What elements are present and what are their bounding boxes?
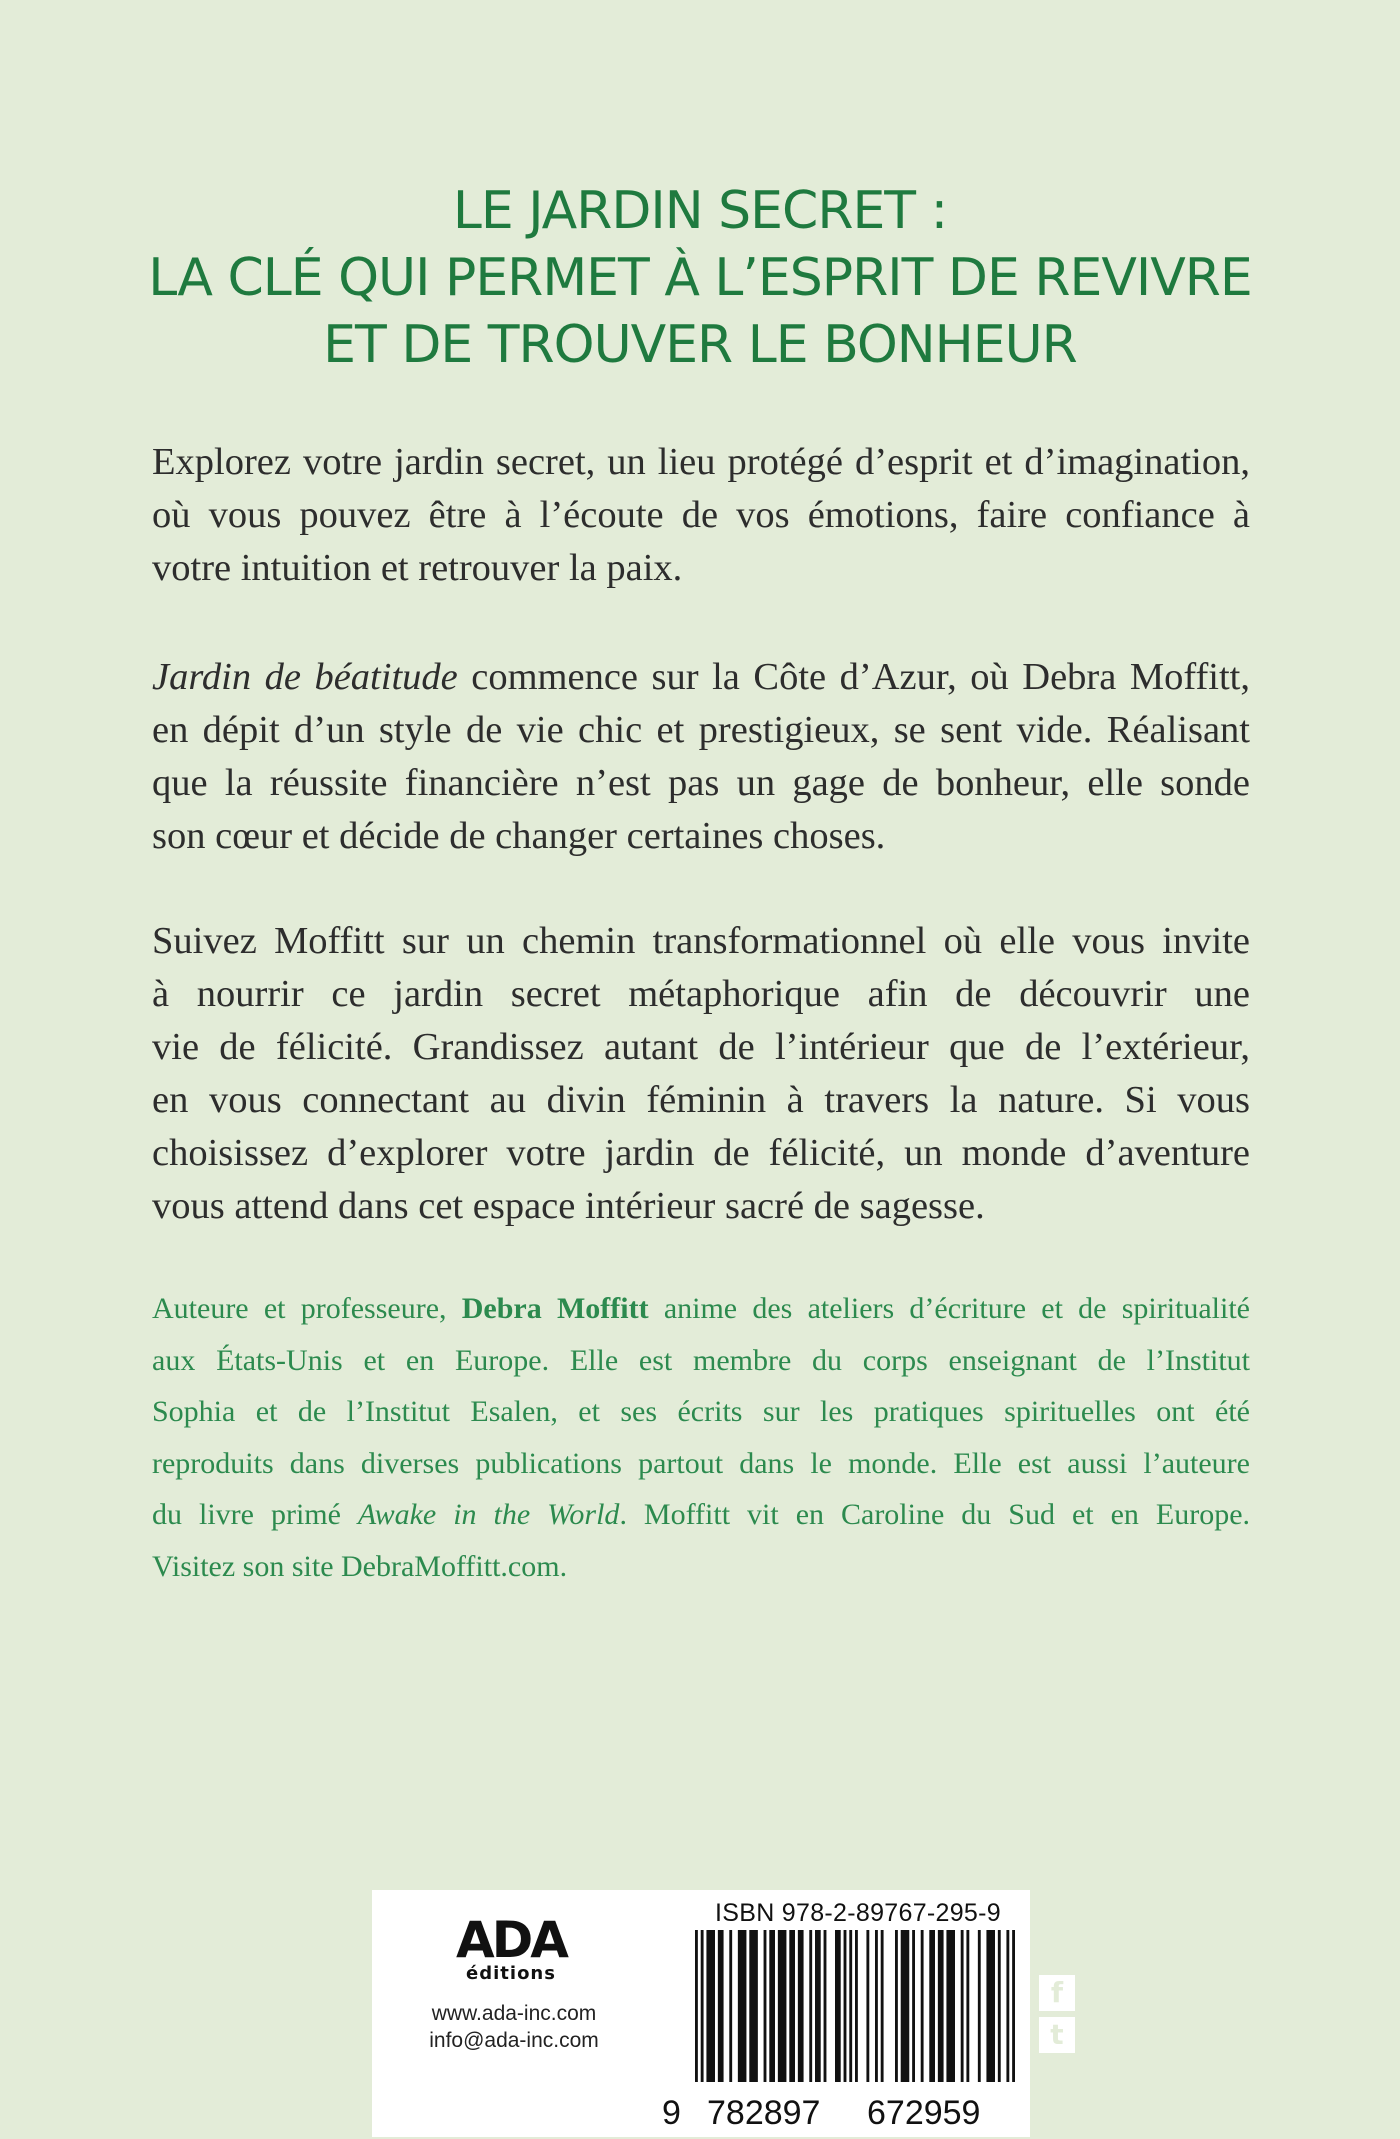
barcode-bar [998,1930,1001,2082]
barcode-bar [798,1930,804,2082]
bio-line: Sophia et de l’Institut Esalen, et ses écrits sur les pratiques spirituelles ont été [152,1395,1250,1428]
facebook-icon[interactable]: f [1039,1975,1075,2011]
author-name: Debra Moffitt [461,1292,649,1325]
barcode-bar [835,1930,841,2082]
barcode-bar [1012,1930,1015,2082]
barcode-bar [815,1930,821,2082]
publisher-website[interactable]: www.ada-inc.com [431,2002,597,2025]
invitation-paragraph [152,915,1250,1233]
publisher-contact [404,2000,624,2054]
barcode-bar [824,1930,827,2082]
paragraph-line: son cœur et décide de changer certaines choses. [152,815,886,857]
synopsis-paragraph [152,651,1250,863]
publisher-email[interactable]: info@ada-inc.com [429,2029,599,2052]
barcode-digit-group-2: 672959 [867,2094,981,2132]
bio-text: Auteure et professeure, [152,1292,462,1325]
barcode-bar [695,1930,698,2082]
barcode-digit-first: 9 [662,2094,681,2132]
paragraph-line [152,651,1250,704]
paragraph-line: votre intuition et retrouver la paix. [152,547,683,589]
isbn-label: ISBN 978-2-89767-295-9 [715,1899,1001,1927]
barcode-bar [938,1930,944,2082]
twitter-icon[interactable]: t [1039,2017,1075,2053]
barcode-bar [844,1930,847,2082]
paragraph-line: où vous pouvez être à l’écoute de vos émotions, faire confiance à [152,494,1250,536]
paragraph-line: vie de félicité. Grandissez autant de l’intérieur que de l’extérieur, [152,1026,1250,1068]
barcode-bar [961,1930,964,2082]
cover-headline [0,178,1400,379]
headline-line-2: LA CLÉ QUI PERMET À L’ESPRIT DE REVIVRE [148,248,1252,308]
barcode-bar [946,1930,955,2082]
barcode-bar [855,1930,858,2082]
bio-line [152,1283,1250,1335]
barcode-bar [749,1930,758,2082]
barcode-bar [809,1930,812,2082]
logo-subtitle: éditions [466,1963,556,1984]
barcode-bar [701,1930,704,2082]
barcode-bar [895,1930,898,2082]
paragraph-line: Explorez votre jardin secret, un lieu protégé d’esprit et d’imagination, [152,441,1250,483]
bio-line: aux États-Unis et en Europe. Elle est membre du corps enseignant de l’Institut [152,1343,1250,1377]
paragraph-line: choisissez d’explorer votre jardin de félicité, un monde d’aventure [152,1132,1250,1174]
barcode-bar [706,1930,715,2082]
bio-text: . Moffitt vit en Caroline du Sud et en Europe. [619,1498,1251,1531]
barcode-bar [849,1930,852,2082]
barcode-digits [662,2093,1032,2133]
author-bio [152,1283,1250,1592]
award-book-title: Awake in the World [357,1498,620,1531]
isbn-barcode [695,1930,1015,2082]
barcode-bar [1006,1930,1009,2082]
barcode-bar [764,1930,767,2082]
barcode-bar [966,1930,969,2082]
bio-line [152,1489,1250,1541]
headline-line-1: LE JARDIN SECRET : [452,181,948,241]
paragraph-line: que la réussite financière n’est pas un gage de bonheur, elle sonde [152,762,1250,804]
barcode-bar [978,1930,981,2082]
paragraph-line: vous attend dans cet espace intérieur sacré de sagesse. [152,1185,985,1227]
paragraph-line: Suivez Moffitt sur un chemin transformationnel où elle vous invite [152,920,1250,962]
paragraph-line: en dépit d’un style de vie chic et prestigieux, se sent vide. Réalisant [152,709,1250,751]
bio-line: Visitez son site DebraMoffitt.com. [152,1549,568,1583]
barcode-bar [986,1930,995,2082]
paragraph-line-rest: commence sur la Côte d’Azur, où Debra Moffitt, [457,656,1250,698]
barcode-bar [901,1930,910,2082]
publisher-logo [452,1911,570,1985]
barcode-bar [789,1930,795,2082]
paragraph-line: en vous connectant au divin féminin à travers la nature. Si vous [152,1079,1250,1121]
barcode-bar [866,1930,869,2082]
logo-mark: ADA [456,1911,566,1969]
barcode-bar [875,1930,878,2082]
bio-text: du livre primé [152,1498,358,1531]
barcode-digit-group-1: 782897 [707,2094,821,2132]
headline-line-3: ET DE TROUVER LE BONHEUR [323,315,1077,375]
social-icons [1039,1975,1075,2059]
barcode-bar [881,1930,884,2082]
barcode-bar [769,1930,775,2082]
barcode-bar [729,1930,732,2082]
bio-text: anime des ateliers d’écriture et de spiritualité [648,1292,1250,1325]
barcode-bar [921,1930,924,2082]
barcode-bar [778,1930,787,2082]
paragraph-line: à nourrir ce jardin secret métaphorique afin de découvrir une [152,973,1250,1015]
barcode-bar [738,1930,747,2082]
intro-paragraph [152,436,1250,595]
bio-line: reproduits dans diverses publications partout dans le monde. Elle est aussi l’auteure [152,1446,1250,1480]
barcode-bar [912,1930,915,2082]
book-title: Jardin de béatitude [152,656,458,698]
barcode-bar [929,1930,935,2082]
barcode-bar [718,1930,724,2082]
